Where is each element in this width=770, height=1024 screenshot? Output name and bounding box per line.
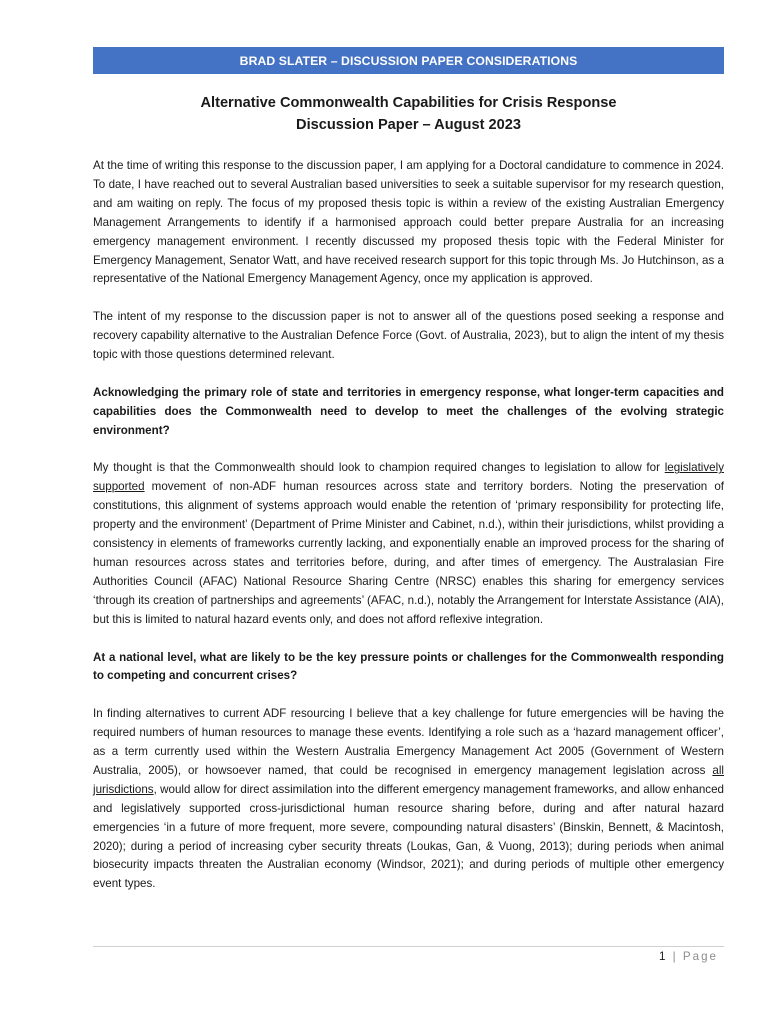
document-body [93,157,724,913]
paragraph-answer-1 [93,459,724,629]
footer-divider [93,946,724,947]
answer-2-underlined: all jurisdictions [93,763,724,796]
title-line-2: Discussion Paper – August 2023 [296,117,521,133]
answer-2-text-start: In finding alternatives to current ADF resourcing I believe that a key challenge for future emergencies will be having the required numbers of human resources to manage these events. Identifying a role such as a ‘hazard management officer’, as a term currently used within the Western Australia Emergency Management Act 2005 (Government of Western Australia, 2005), or howsoever named, that could be recognised in emergency management legislation across [93,707,724,777]
answer-1-underlined: legislatively supported [93,461,724,494]
question-heading-2: At a national level, what are likely to be the key pressure points or challenges for the Commonwealth responding to competing and concurrent crises? [93,650,724,683]
document-header-banner [93,47,724,74]
question-heading-1: Acknowledging the primary role of state and territories in emergency response, what longer-term capacities and capabilities does the Commonwealth need to develop to meet the challenges of the evolving strategic environment? [93,385,724,437]
header-banner-text: BRAD SLATER – DISCUSSION PAPER CONSIDERATIONS [239,53,578,68]
paragraph-answer-2 [93,705,724,894]
answer-2-text-end: , would allow for direct assimilation into the different emergency management frameworks, and allow enhanced and legislatively supported cross-jurisdictional human resource sharing before, during and after natural hazard emergencies ‘in a future of more frequent, more severe, compounding natural disasters’ (Binskin, Bennett, & Macintosh, 2020); during a period of increasing cyber security threats (Loukas, Gan, & Vuong, 2013); during periods when animal biosecurity impacts threaten the Australian economy (Windsor, 2021); and during periods of multiple other emergency event types. [93,782,724,891]
document-title [93,92,724,136]
paragraph-intent: The intent of my response to the discussion paper is not to answer all of the questions posed seeking a response and recovery capability alternative to the Australian Defence Force (Govt. of Australia, 2023), but to align the intent of my thesis topic with those questions determined relevant. [93,310,724,362]
page-separator: | [672,950,676,963]
paragraph-intro: At the time of writing this response to the discussion paper, I am applying for a Doctoral candidature to commence in 2024. To date, I have reached out to several Australian based universities to seek a suitable supervisor for my research question, and am waiting on reply. The focus of my proposed thesis topic is within a review of the existing Australian Emergency Management Arrangements to identify if a harmonised approach could better prepare Australia for an increasing emergency management environment. I recently discussed my proposed thesis topic with the Federal Minister for Emergency Management, Senator Watt, and have received research support for this topic through Ms. Jo Hutchinson, as a representative of the National Emergency Management Agency, once my application is approved. [93,159,724,286]
page-footer [659,950,718,963]
page-label: Page [682,950,718,963]
answer-1-text-end: movement of non-ADF human resources across state and territory borders. Noting the preservation of constitutions, this alignment of systems approach would enable the retention of ‘primary responsibility for protecting life, property and the environment’ (Department of Prime Minister and Cabinet, n.d.), within their jurisdictions, whilst providing a consistency in elements of frameworks currently lacking, and exponentially enable an improved process for the sharing of human resources across states and territories before, during, and after times of emergency. The Australasian Fire Authorities Council (AFAC) National Resource Sharing Centre (NRSC) enables this sharing for emergency services ‘through its creation of partnerships and agreements’ (AFAC, n.d.), notably the Arrangement for Interstate Assistance (AIA), but this is limited to natural hazard events only, and does not afford reflexive integration. [93,480,724,626]
title-line-1: Alternative Commonwealth Capabilities for Crisis Response [200,95,617,111]
page-number: 1 [658,950,666,963]
answer-1-text-start: My thought is that the Commonwealth should look to champion required changes to legislation to allow for [93,461,665,475]
